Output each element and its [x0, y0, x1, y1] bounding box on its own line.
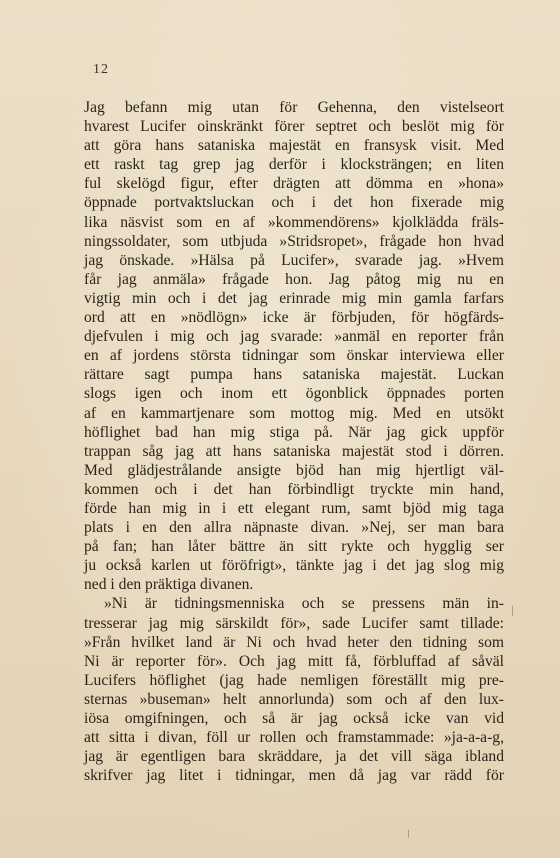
text-line: Med glädjestrålande ansigte bjöd han mig hjertligt väl- [84, 461, 504, 479]
text-line: iösa omgifningen, och så är jag också icke van vid [84, 710, 504, 727]
text-line: kommen och i det han förbindligt tryckte min hand, [84, 480, 504, 498]
paper-speck [408, 830, 409, 838]
page-number: 12 [93, 62, 109, 77]
text-line: jag önskade. »Hälsa på Lucifer», svarade jag. »Hvem [84, 251, 504, 269]
paper-speck [512, 606, 513, 616]
body-text [84, 98, 504, 785]
text-line: sternas »buseman» helt annorlunda) som och af den lux- [84, 690, 504, 708]
text-line: Ni är reporter för». Och jag mitt få, förbluffad af såväl [84, 652, 504, 670]
text-line: jag är egentligen bara skräddare, ja det vill säga ibland [84, 748, 504, 766]
text-line: af en kammartjenare som mottog mig. Med en utsökt [84, 404, 504, 422]
text-line: en af jordens största tidningar som önskar interviewa eller [84, 347, 504, 365]
text-line: hvarest Lucifer oinskränkt förer septret och beslöt mig för [84, 118, 504, 136]
text-line: ful skelögd figur, efter drägten att dömma en »hona» [84, 175, 504, 193]
text-line: att göra hans sataniska majestät en fransysk visit. Med [84, 137, 504, 155]
paragraph [84, 98, 504, 594]
text-line: vigtig min och i det jag erinrade mig min gamla farfars [84, 289, 504, 307]
text-line: får jag anmäla» frågade hon. Jag påtog mig nu en [84, 270, 504, 288]
text-line: lika näsvist som en af »kommendörens» kjolklädda fräls- [84, 213, 504, 231]
text-line: ned i den präktiga divanen. [84, 576, 254, 594]
text-line: trappan såg jag att hans sataniska majestät stod i dörren. [84, 442, 504, 460]
text-line: slogs igen och inom ett ögonblick öppnades porten [84, 385, 504, 403]
text-line: ett raskt tag grep jag derför i klocksträngen; en liten [84, 156, 504, 174]
text-line: på fan; han låter bättre än sitt rykte och hygglig ser [84, 538, 504, 556]
paragraph [84, 594, 504, 785]
text-line: Jag befann mig utan för Gehenna, den vistelseort [84, 99, 504, 116]
text-line: höflighet bad han mig stiga på. När jag gick uppför [84, 423, 504, 441]
text-line: förde han mig in i ett elegant rum, samt bjöd mig taga [84, 499, 504, 517]
text-line: rättare sagt pumpa hans sataniska majestät. Luckan [84, 366, 504, 384]
text-line: ju också karlen ut föröfrigt», tänkte jag i det jag slog mig [84, 557, 504, 575]
text-line: djefvulen i mig och jag svarade: »anmäl en reporter från [84, 328, 504, 346]
text-line: plats i en den allra näpnaste divan. »Nej, ser man bara [84, 519, 504, 537]
text-line: ningssoldater, som utbjuda »Stridsropet», frågade hon hvad [84, 232, 504, 250]
text-line: öppnade portvaktsluckan och i det hon fixerade mig [84, 194, 504, 212]
text-line: skrifver jag litet i tidningar, men då jag var rädd för [84, 767, 504, 785]
text-line: Lucifers höflighet (jag hade nemligen föreställt mig pre- [84, 671, 504, 689]
text-line: tresserar jag mig särskildt för», sade Lucifer samt tillade: [84, 614, 504, 632]
text-line: att sitta i divan, föll ur rollen och framstammade: »ja-a-a-g, [84, 729, 504, 747]
text-line: »Ni är tidningsmenniska och se pressens män in- [104, 595, 504, 613]
text-line: »Från hvilket land är Ni och hvad heter den tidning som [84, 633, 504, 651]
text-line: ord att en »nödlögn» icke är förbjuden, för högfärds- [84, 309, 504, 327]
